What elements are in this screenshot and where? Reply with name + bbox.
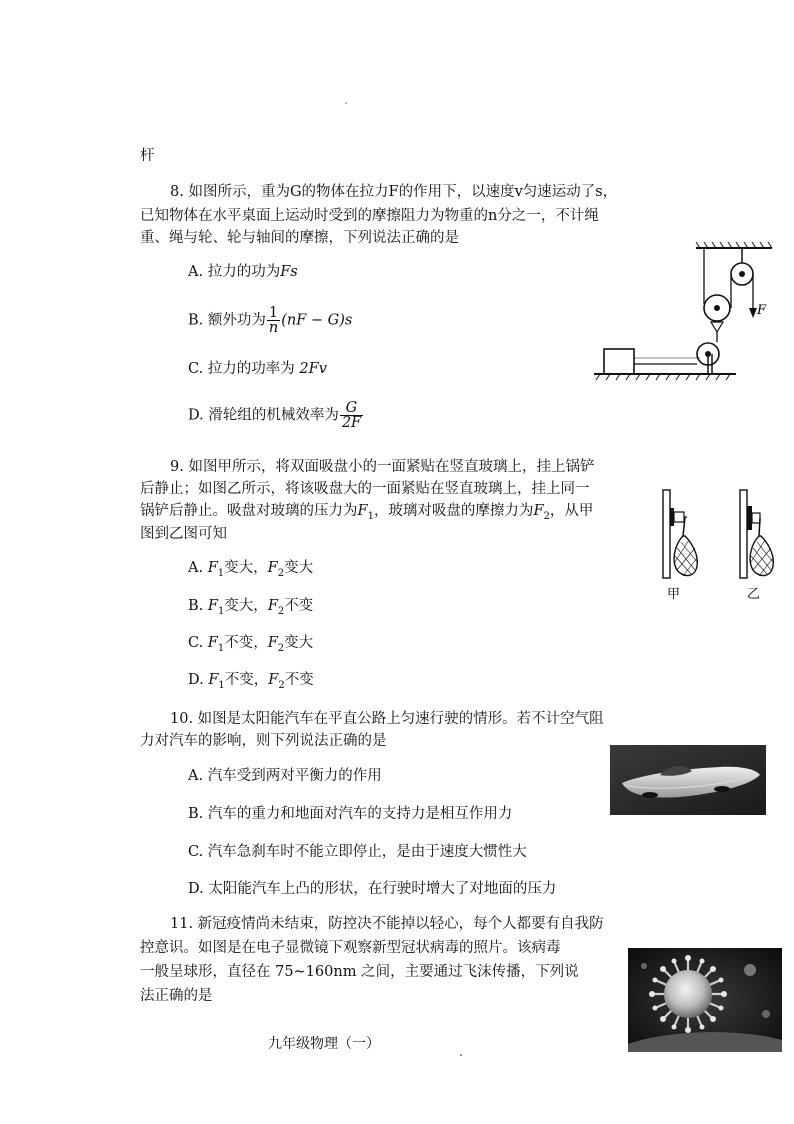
q9-option-a: A. $F_1$变大，$F_2$变大 <box>188 560 314 579</box>
q11-stem-line-3: 一般呈球形，直径在 75~160nm 之间，主要通过飞沫传播，下列说 <box>140 964 579 980</box>
q10-option-c: C. 汽车急刹车时不能立即停止，是由于速度大惯性大 <box>188 844 527 860</box>
q10-stem-line-1: 10. 如图是太阳能汽车在平直公路上匀速行驶的情形。若不计空气阻 <box>170 711 604 727</box>
scan-speck <box>460 1054 462 1056</box>
q11-stem-line-4: 法正确的是 <box>140 988 213 1004</box>
force-f-label: F <box>757 303 767 318</box>
solar-car-photo <box>610 745 766 815</box>
q9-stem-line-2: 后静止；如图乙所示，将该吸盘大的一面紧贴在竖直玻璃上，挂上同一 <box>140 481 590 497</box>
q10-option-a: A. 汽车受到两对平衡力的作用 <box>188 768 382 784</box>
q8-stem-line-3: 重、绳与轮、轮与轴间的摩擦，下列说法正确的是 <box>140 230 459 246</box>
q8-stem-1: 如图所示，重为G的物体在拉力F的作用下，以速度v匀速运动了s， <box>188 184 618 200</box>
q10-option-d: D. 太阳能汽车上凸的形状，在行驶时增大了对地面的压力 <box>188 881 557 897</box>
carry-text: 杆 <box>140 148 155 164</box>
q8-stem-line-2: 已知物体在水平桌面上运动时受到的摩擦阻力为物重的n分之一，不计绳 <box>140 208 599 224</box>
fig-label-jia: 甲 <box>667 587 681 602</box>
page-footer: 九年级物理（一） <box>268 1036 380 1052</box>
q8-b-fraction: $\frac{1}{n}$ <box>268 305 279 336</box>
q9-option-d: D. $F_1$不变，$F_2$不变 <box>188 672 314 691</box>
virus-photo <box>628 948 782 1052</box>
q8-stem-line-1 <box>170 182 617 202</box>
q9-option-b: B. $F_1$变大，$F_2$不变 <box>188 598 314 617</box>
pulley-diagram <box>590 238 780 386</box>
suction-cup-diagram <box>655 486 790 604</box>
q9-stem-line-3: 锅铲后静止。吸盘对玻璃的压力为$F_1$，玻璃对吸盘的摩擦力为$F_2$，从甲 <box>140 503 594 522</box>
q8-option-b: B. 额外功为 $\frac{1}{n}$ (nF − G)s <box>188 305 353 336</box>
q11-stem-line-2: 控意识。如图是在电子显微镜下观察新型冠状病毒的照片。该病毒 <box>140 940 561 956</box>
q10-option-b: B. 汽车的重力和地面对汽车的支持力是相互作用力 <box>188 806 513 822</box>
scan-speck-top <box>345 102 347 104</box>
q8-option-a: A. 拉力的功为Fs <box>188 264 298 280</box>
q8-d-fraction: $\frac{G}{2F}$ <box>341 400 362 431</box>
q9-option-c: C. $F_1$不变，$F_2$变大 <box>188 635 314 654</box>
q10-stem-line-2: 力对汽车的影响，则下列说法正确的是 <box>140 733 387 749</box>
q8-number: 8. <box>170 184 184 200</box>
fig-label-yi: 乙 <box>747 587 761 602</box>
q11-stem-line-1: 11. 新冠疫情尚未结束，防控决不能掉以轻心，每个人都要有自我防 <box>170 916 604 932</box>
q8-option-d: D. 滑轮组的机械效率为 $\frac{G}{2F}$ <box>188 400 362 431</box>
q9-stem-line-4: 图到乙图可知 <box>140 526 227 542</box>
q8-option-c: C. 拉力的功率为 2Fv <box>188 361 327 377</box>
q9-stem-line-1: 9. 如图甲所示，将双面吸盘小的一面紧贴在竖直玻璃上，挂上锅铲 <box>170 459 595 475</box>
